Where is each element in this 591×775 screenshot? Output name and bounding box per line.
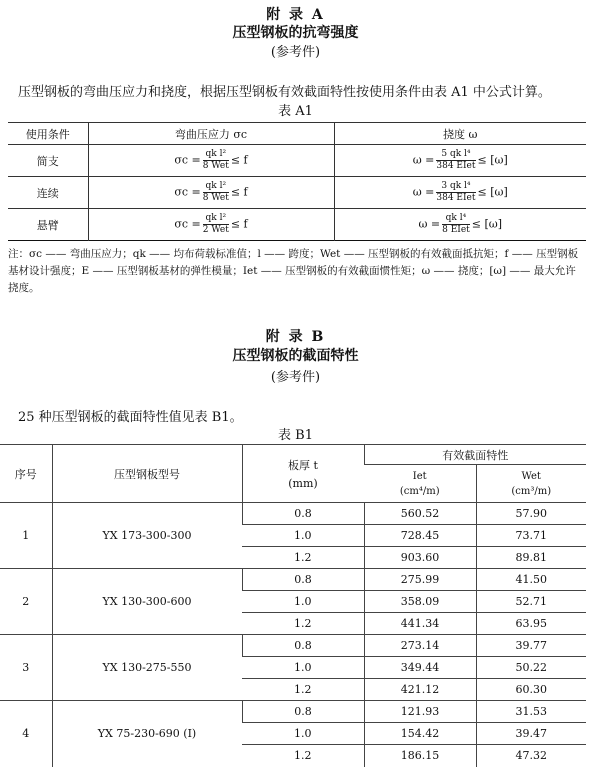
wet-cell: 89.81 (476, 547, 586, 569)
thickness-cell: 1.2 (242, 547, 364, 569)
thickness-cell: 1.0 (242, 723, 364, 745)
thickness-cell: 1.2 (242, 613, 364, 635)
thickness-unit: (mm) (288, 477, 318, 490)
table-row (0, 701, 586, 723)
thickness-cell: 0.8 (242, 635, 364, 657)
formula-lhs: σc = (174, 153, 201, 167)
denominator: 384 EIet (436, 193, 476, 203)
table-b1-header-row (0, 445, 586, 465)
iet-cell: 154.42 (364, 723, 476, 745)
header-effective-section: 有效截面特性 (364, 445, 586, 465)
formula-rhs: ≤ [ω] (477, 185, 508, 199)
denominator: 8 EIet (442, 225, 470, 235)
row-no: 4 (0, 701, 52, 767)
thickness-cell: 0.8 (242, 503, 364, 525)
table-a1-caption: 表 A1 (278, 104, 313, 119)
thickness-cell: 1.2 (242, 679, 364, 701)
wet-cell: 73.71 (476, 525, 586, 547)
formula-rhs: ≤ [ω] (477, 153, 508, 167)
header-condition: 使用条件 (8, 123, 88, 145)
iet-cell: 273.14 (364, 635, 476, 657)
iet-cell: 358.09 (364, 591, 476, 613)
appendix-a-label: 附 录 A (266, 7, 325, 23)
thickness-cell: 1.0 (242, 525, 364, 547)
thickness-cell: 1.0 (242, 591, 364, 613)
thickness-cell: 1.2 (242, 745, 364, 767)
iet-cell: 903.60 (364, 547, 476, 569)
wet-cell: 31.53 (476, 701, 586, 723)
appendix-a-subtitle: (参考件) (270, 45, 321, 60)
iet-cell: 275.99 (364, 569, 476, 591)
stress-formula (88, 145, 334, 177)
iet-cell: 441.34 (364, 613, 476, 635)
iet-cell: 560.52 (364, 503, 476, 525)
table-row (0, 635, 586, 657)
thickness-cell: 0.8 (242, 569, 364, 591)
fraction (203, 149, 229, 172)
fraction (442, 213, 470, 236)
row-no: 1 (0, 503, 52, 569)
iet-cell: 349.44 (364, 657, 476, 679)
condition-cell: 简支 (8, 145, 88, 177)
formula-lhs: ω = (412, 185, 435, 199)
appendix-a-title: 压型钢板的抗弯强度 (232, 25, 359, 41)
table-row (0, 503, 586, 525)
wet-cell: 50.22 (476, 657, 586, 679)
denominator: 8 Wet (202, 161, 229, 171)
formula-rhs: ≤ f (230, 217, 248, 231)
table-a1 (8, 122, 586, 241)
row-model: YX 130-275-550 (52, 635, 242, 701)
formula-lhs: σc = (174, 217, 201, 231)
header-stress: 弯曲压应力 σc (88, 123, 334, 145)
deflection-formula (334, 145, 586, 177)
appendix-b-label: 附 录 B (265, 329, 326, 345)
appendix-b-title: 压型钢板的截面特性 (232, 348, 359, 364)
row-model: YX 130-300-600 (52, 569, 242, 635)
header-no: 序号 (0, 445, 52, 503)
row-no: 2 (0, 569, 52, 635)
thickness-label: 板厚 t (288, 459, 318, 472)
header-iet (364, 465, 476, 503)
fraction (203, 213, 229, 236)
wet-cell: 41.50 (476, 569, 586, 591)
stress-formula (88, 177, 334, 209)
wet-cell: 39.47 (476, 723, 586, 745)
header-wet (476, 465, 586, 503)
condition-cell: 连续 (8, 177, 88, 209)
iet-unit: (cm⁴/m) (399, 485, 440, 497)
thickness-cell: 0.8 (242, 701, 364, 723)
table-row (8, 145, 586, 177)
table-b1-caption: 表 B1 (278, 428, 313, 443)
row-model: YX 75-230-690 (I) (52, 701, 242, 767)
header-deflection: 挠度 ω (334, 123, 586, 145)
row-model: YX 173-300-300 (52, 503, 242, 569)
iet-cell: 121.93 (364, 701, 476, 723)
fraction (203, 181, 229, 204)
table-b1 (0, 444, 586, 767)
numerator: 3 qk l⁴ (436, 181, 475, 193)
formula-lhs: σc = (174, 185, 201, 199)
denominator: 384 EIet (436, 161, 476, 171)
row-no: 3 (0, 635, 52, 701)
numerator: qk l² (203, 149, 229, 161)
iet-cell: 186.15 (364, 745, 476, 767)
table-a1-header-row (8, 123, 586, 145)
wet-cell: 39.77 (476, 635, 586, 657)
wet-cell: 47.32 (476, 745, 586, 767)
thickness-cell: 1.0 (242, 657, 364, 679)
deflection-formula (334, 209, 586, 241)
wet-cell: 60.30 (476, 679, 586, 701)
table-a1-note: 注：σc —— 弯曲压应力；qk —— 均布荷载标准值；l —— 跨度；Wet —— 压型钢板的有效截面抵抗矩；f —— 压型钢板基材设计强度；E —— 压型钢板基材的弹性模量；Iet —— 压型钢板的有效截面惯性矩；ω —— 挠度；[ω] —— 最大允许挠度。 (8, 248, 579, 294)
denominator: 2 Wet (202, 225, 229, 235)
appendix-b-subtitle: (参考件) (270, 370, 321, 385)
table-row (0, 569, 586, 591)
wet-label: Wet (521, 470, 541, 482)
formula-rhs: ≤ [ω] (471, 217, 503, 231)
wet-cell: 52.71 (476, 591, 586, 613)
stress-formula (88, 209, 334, 241)
formula-lhs: ω = (412, 153, 435, 167)
numerator: qk l² (203, 181, 229, 193)
formula-lhs: ω = (418, 217, 441, 231)
fraction (436, 149, 475, 172)
numerator: 5 qk l⁴ (436, 149, 475, 161)
deflection-formula (334, 177, 586, 209)
formula-rhs: ≤ f (230, 185, 248, 199)
formula-rhs: ≤ f (230, 153, 248, 167)
wet-cell: 63.95 (476, 613, 586, 635)
appendix-a-intro: 压型钢板的弯曲压应力和挠度，根据压型钢板有效截面特性按使用条件由表 A1 中公式计算。 (18, 85, 551, 100)
header-thickness (242, 445, 364, 503)
appendix-b-intro: 25 种压型钢板的截面特性值见表 B1。 (18, 410, 243, 425)
numerator: qk l² (203, 213, 229, 225)
iet-cell: 421.12 (364, 679, 476, 701)
fraction (436, 181, 475, 204)
table-row (8, 209, 586, 241)
denominator: 8 Wet (202, 193, 229, 203)
condition-cell: 悬臂 (8, 209, 88, 241)
iet-label: Iet (412, 470, 427, 482)
wet-cell: 57.90 (476, 503, 586, 525)
header-model: 压型钢板型号 (52, 445, 242, 503)
iet-cell: 728.45 (364, 525, 476, 547)
table-row (8, 177, 586, 209)
wet-unit: (cm³/m) (511, 485, 552, 497)
numerator: qk l⁴ (442, 213, 470, 225)
